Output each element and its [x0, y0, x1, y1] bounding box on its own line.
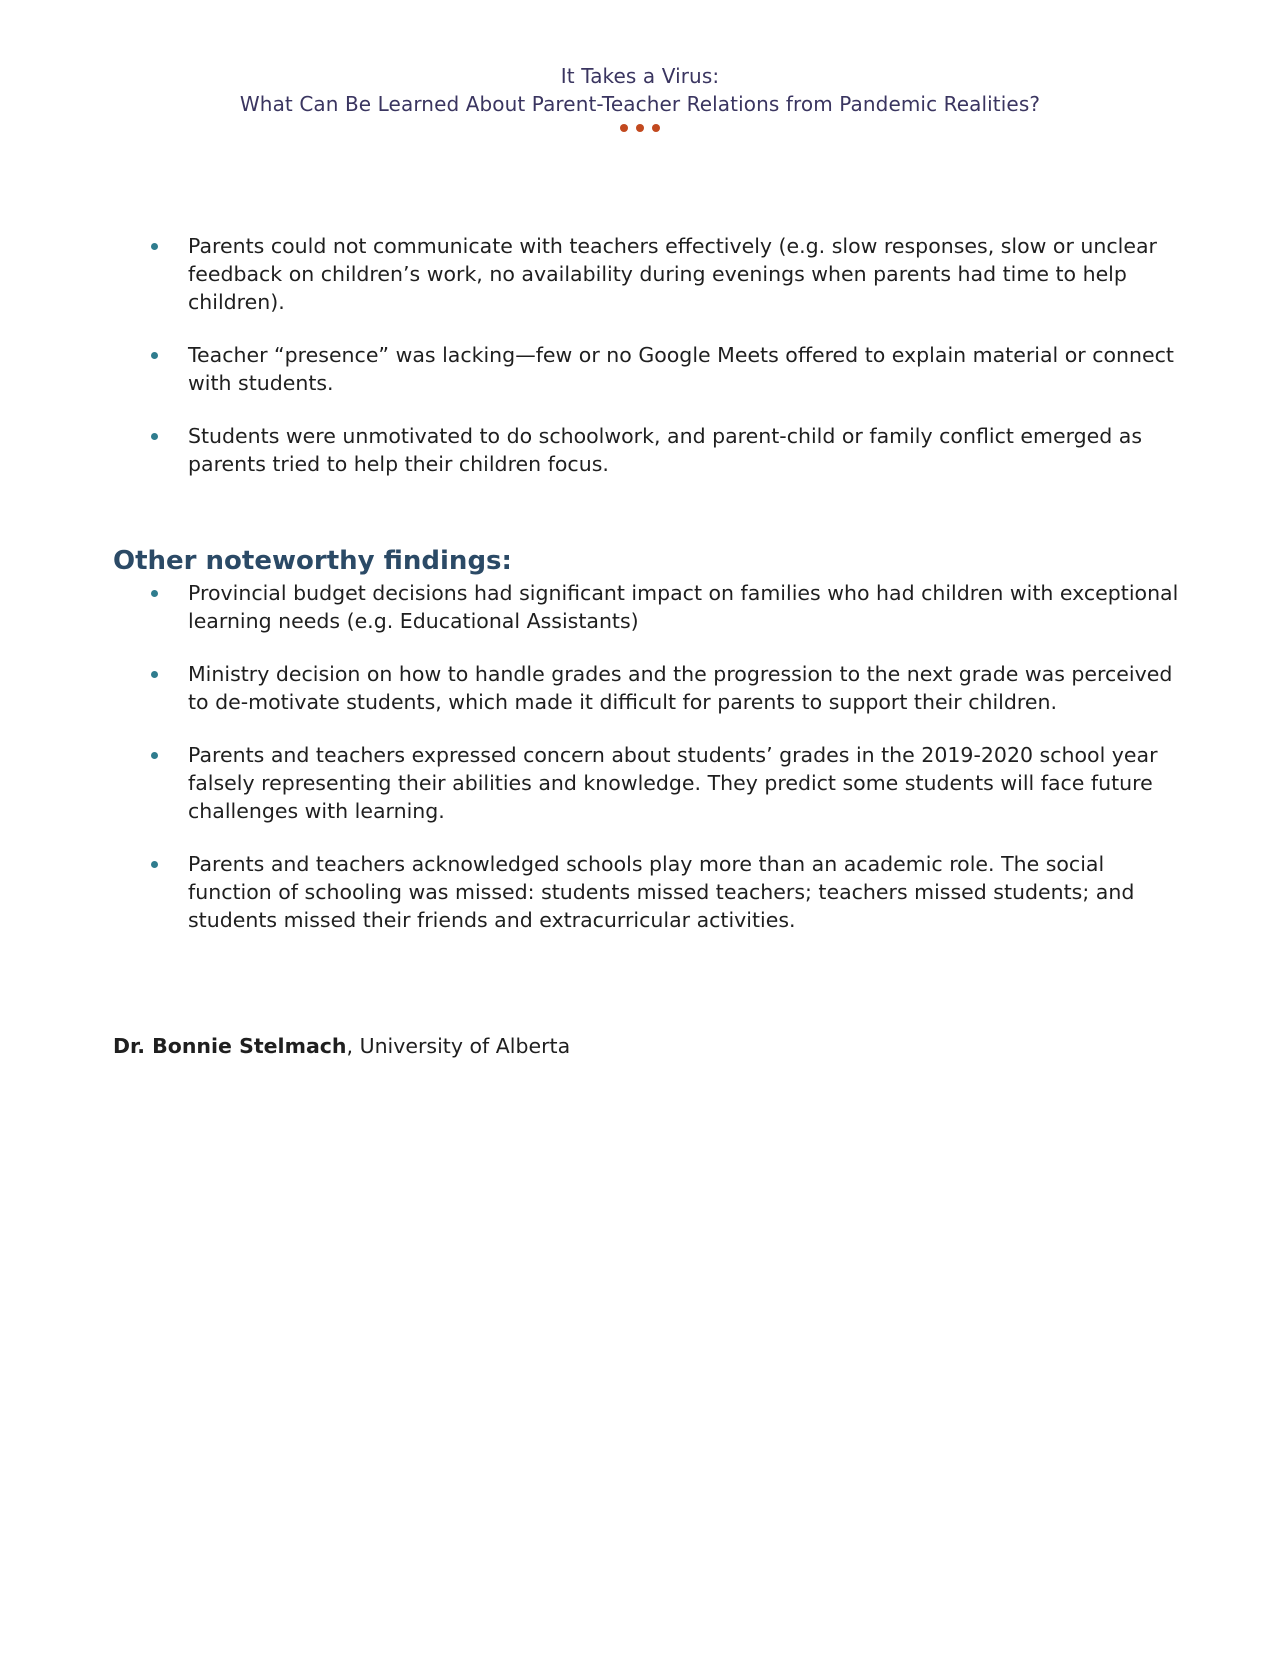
list-item	[140, 741, 1180, 825]
author-affiliation: , University of Alberta	[346, 1034, 571, 1058]
dot-icon	[636, 124, 644, 132]
list-item	[140, 341, 1180, 397]
list-item	[140, 660, 1180, 716]
dot-icon	[652, 124, 660, 132]
header-title: It Takes a Virus:	[560, 64, 720, 88]
list-item-text: Parents and teachers expressed concern about students’ grades in the 2019-2020 school year falsely representing their abilities and knowledge. They predict some students will face future challenges with learning.	[188, 743, 1158, 823]
bullet-icon	[151, 861, 158, 868]
section-heading: Other noteworthy findings:	[113, 546, 512, 576]
decorative-dots	[0, 124, 1280, 132]
list-item-text: Parents and teachers acknowledged schools play more than an academic role. The social function of schooling was missed: students missed teachers; teachers missed students; and students missed their friends and extracurricular activities.	[188, 852, 1135, 932]
bullet-icon	[151, 243, 158, 250]
page-header	[0, 62, 1280, 132]
author-name: Dr. Bonnie Stelmach	[113, 1034, 347, 1058]
bullet-icon	[151, 671, 158, 678]
list-item-text: Ministry decision on how to handle grades and the progression to the next grade was perceived to de-motivate students, which made it difficult for parents to support their children.	[188, 662, 1173, 714]
author-signature	[113, 1032, 570, 1060]
dot-icon	[620, 124, 628, 132]
list-item	[140, 422, 1180, 478]
bullet-icon	[151, 433, 158, 440]
list-item-text: Provincial budget decisions had significant impact on families who had children with exceptional learning needs (e.g. Educational Assistants)	[188, 581, 1179, 633]
list-item	[140, 579, 1180, 635]
list-item	[140, 850, 1180, 934]
findings-list	[140, 579, 1180, 959]
challenges-list	[140, 232, 1180, 503]
list-item-text: Parents could not communicate with teachers effectively (e.g. slow responses, slow or unclear feedback on children’s work, no availability during evenings when parents had time to help children).	[188, 234, 1157, 314]
list-item-text: Students were unmotivated to do schoolwork, and parent-child or family conflict emerged as parents tried to help their children focus.	[188, 424, 1143, 476]
list-item	[140, 232, 1180, 316]
bullet-icon	[151, 590, 158, 597]
header-subtitle: What Can Be Learned About Parent-Teacher Relations from Pandemic Realities?	[239, 92, 1041, 116]
bullet-icon	[151, 752, 158, 759]
bullet-icon	[151, 352, 158, 359]
list-item-text: Teacher “presence” was lacking—few or no Google Meets offered to explain material or connect with students.	[188, 343, 1174, 395]
